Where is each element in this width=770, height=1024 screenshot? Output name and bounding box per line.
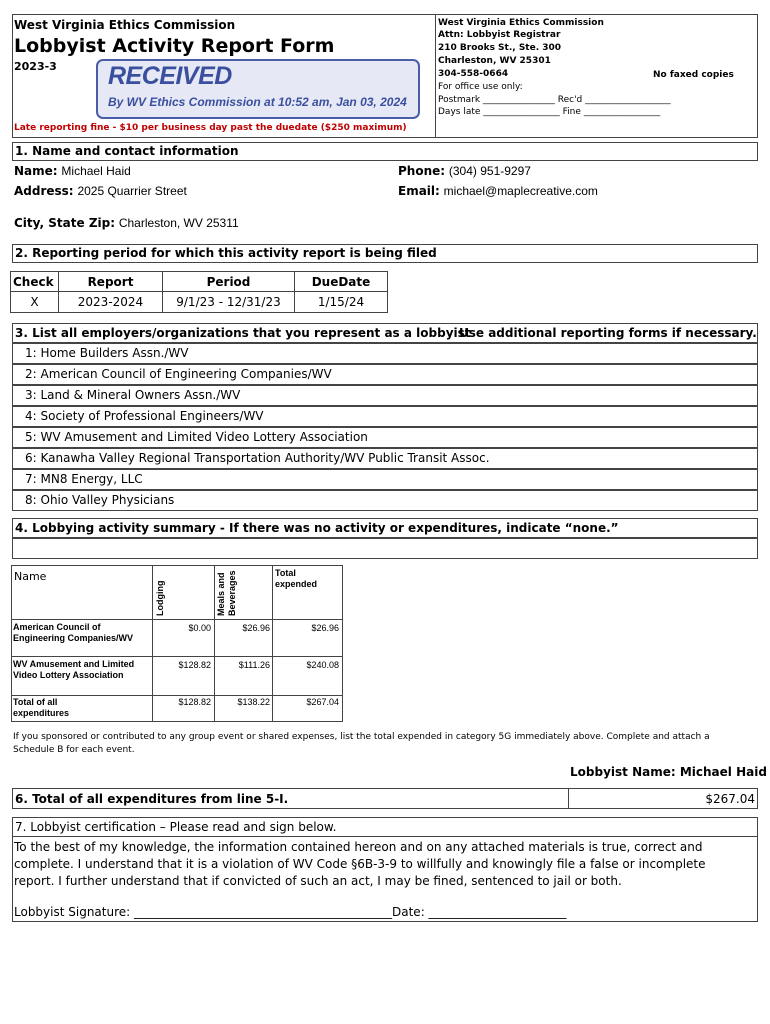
duedate-cell: 1/15/24 xyxy=(295,292,388,313)
section4-title: 4. Lobbying activity summary - If there was no activity or expenditures, indicate “none.” xyxy=(15,521,619,535)
stamp-text: By WV Ethics Commission at 10:52 am, Jan 03, 2024 xyxy=(108,95,407,109)
office-line3: 210 Brooks St., Ste. 300 xyxy=(438,43,562,53)
email-field xyxy=(398,184,598,198)
city-label: City, State Zip: xyxy=(14,216,116,230)
col-report: Report xyxy=(59,272,163,292)
activity-row-total: $26.96 xyxy=(311,623,339,633)
email-label: Email: xyxy=(398,184,440,198)
section6-divider xyxy=(568,788,569,809)
address-label: Address: xyxy=(14,184,74,198)
no-fax-notice: No faxed copies xyxy=(653,70,734,80)
col-period: Period xyxy=(163,272,295,292)
table-grid-line xyxy=(11,656,343,657)
header-divider xyxy=(435,14,436,138)
phone-label: Phone: xyxy=(398,164,446,178)
phone-value: (304) 951-9297 xyxy=(448,164,531,178)
section3-title: 3. List all employers/organizations that you represent as a lobbyist xyxy=(15,326,471,340)
postmark-line: Postmark ________________ Rec'd ___________________ xyxy=(438,95,671,105)
section6-value: $267.04 xyxy=(705,792,755,806)
col-check: Check xyxy=(11,272,59,292)
email-value: michael@maplecreative.com xyxy=(443,184,598,198)
certification-text: To the best of my knowledge, the information contained hereon and on any attached materials is true, correct and complete. I understand that it is a violation of WV Code §6B-3-9 to willfully and knowingly file a false or incomplete report. I further understand that if convicted of such an act, I may be fined, sentenced to jail or both. xyxy=(14,840,706,888)
employer-item: 7: MN8 Energy, LLC xyxy=(12,469,758,490)
activity-row-lodging: $128.82 xyxy=(178,660,211,670)
check-cell: X xyxy=(11,292,59,313)
activity-row-meals: $111.26 xyxy=(238,660,270,670)
lobbyist-name-label: Lobbyist Name: xyxy=(570,765,676,779)
address-value: 2025 Quarrier Street xyxy=(77,184,187,198)
employer-item: 2: American Council of Engineering Companies/WV xyxy=(12,364,758,385)
section4-blank-row xyxy=(12,538,758,559)
name-value: Michael Haid xyxy=(61,164,131,178)
late-fine-notice: Late reporting fine - $10 per business day past the duedate ($250 maximum) xyxy=(14,123,407,133)
office-use-label: For office use only: xyxy=(438,82,523,92)
employer-item: 3: Land & Mineral Owners Assn./WV xyxy=(12,385,758,406)
employer-item: 1: Home Builders Assn./WV xyxy=(12,343,758,364)
period-header-row xyxy=(11,272,388,292)
section6-title: 6. Total of all expenditures from line 5-I. xyxy=(15,792,289,806)
days-late-line: Days late _________________ Fine _________________ xyxy=(438,107,661,117)
report-cell: 2023-2024 xyxy=(59,292,163,313)
activity-total-lodging: $128.82 xyxy=(178,697,211,707)
activity-row-name: WV Amusement and Limited Video Lottery Association xyxy=(13,659,135,680)
section3-note: Use additional reporting forms if necessary. xyxy=(459,326,757,340)
section7-title: 7. Lobbyist certification – Please read and sign below. xyxy=(15,820,337,834)
office-phone: 304-558-0664 xyxy=(438,69,509,79)
employer-item: 5: WV Amusement and Limited Video Lottery Association xyxy=(12,427,758,448)
lobbyist-name-line xyxy=(570,765,767,779)
employer-item: 4: Society of Professional Engineers/WV xyxy=(12,406,758,427)
activity-total-total: $267.04 xyxy=(306,697,339,707)
name-label: Name: xyxy=(14,164,58,178)
activity-total-meals: $138.22 xyxy=(237,697,270,707)
col-duedate: DueDate xyxy=(295,272,388,292)
city-value: Charleston, WV 25311 xyxy=(118,216,239,230)
lobbyist-name-value: Michael Haid xyxy=(679,765,767,779)
section7-divider xyxy=(12,836,758,837)
table-grid-line xyxy=(11,695,343,696)
stamp-title: RECEIVED xyxy=(108,62,232,90)
col-lodging-header: Lodging xyxy=(155,580,165,616)
employer-item: 8: Ohio Valley Physicians xyxy=(12,490,758,511)
activity-row-name: American Council of Engineering Companies/WV xyxy=(13,622,134,643)
office-line2: Attn: Lobbyist Registrar xyxy=(438,30,561,40)
form-code: 2023-3 xyxy=(14,60,57,73)
table-grid-line xyxy=(11,619,343,620)
office-line1: West Virginia Ethics Commission xyxy=(438,18,604,28)
col-meals-header: Meals and Beverages xyxy=(216,570,237,616)
section4-footnote: If you sponsored or contributed to any group event or shared expenses, list the total expended in category 5G immediately above. Complete and attach a Schedule B for each event. xyxy=(13,732,710,755)
reporting-period-table xyxy=(10,271,388,313)
activity-row-total: $240.08 xyxy=(306,660,339,670)
phone-field xyxy=(398,164,531,178)
period-cell: 9/1/23 - 12/31/23 xyxy=(163,292,295,313)
employer-item: 6: Kanawha Valley Regional Transportation Authority/WV Public Transit Assoc. xyxy=(12,448,758,469)
office-line4: Charleston, WV 25301 xyxy=(438,56,551,66)
section2-title: 2. Reporting period for which this activity report is being filed xyxy=(15,246,437,260)
address-field xyxy=(14,184,187,198)
activity-total-name: Total of all expenditures xyxy=(13,697,70,718)
city-field xyxy=(14,216,239,230)
received-stamp xyxy=(96,59,420,119)
section1-title: 1. Name and contact information xyxy=(15,144,239,158)
col-name-header: Name xyxy=(14,570,47,583)
form-title: Lobbyist Activity Report Form xyxy=(14,35,335,57)
signature-line[interactable]: Lobbyist Signature: ___________________________________________Date: _______________________ xyxy=(14,905,567,919)
activity-row-meals: $26.96 xyxy=(242,623,270,633)
activity-row-lodging: $0.00 xyxy=(188,623,211,633)
commission-name: West Virginia Ethics Commission xyxy=(14,18,236,32)
period-data-row xyxy=(11,292,388,313)
name-field xyxy=(14,164,131,178)
col-total-header: Total expended xyxy=(275,568,318,589)
